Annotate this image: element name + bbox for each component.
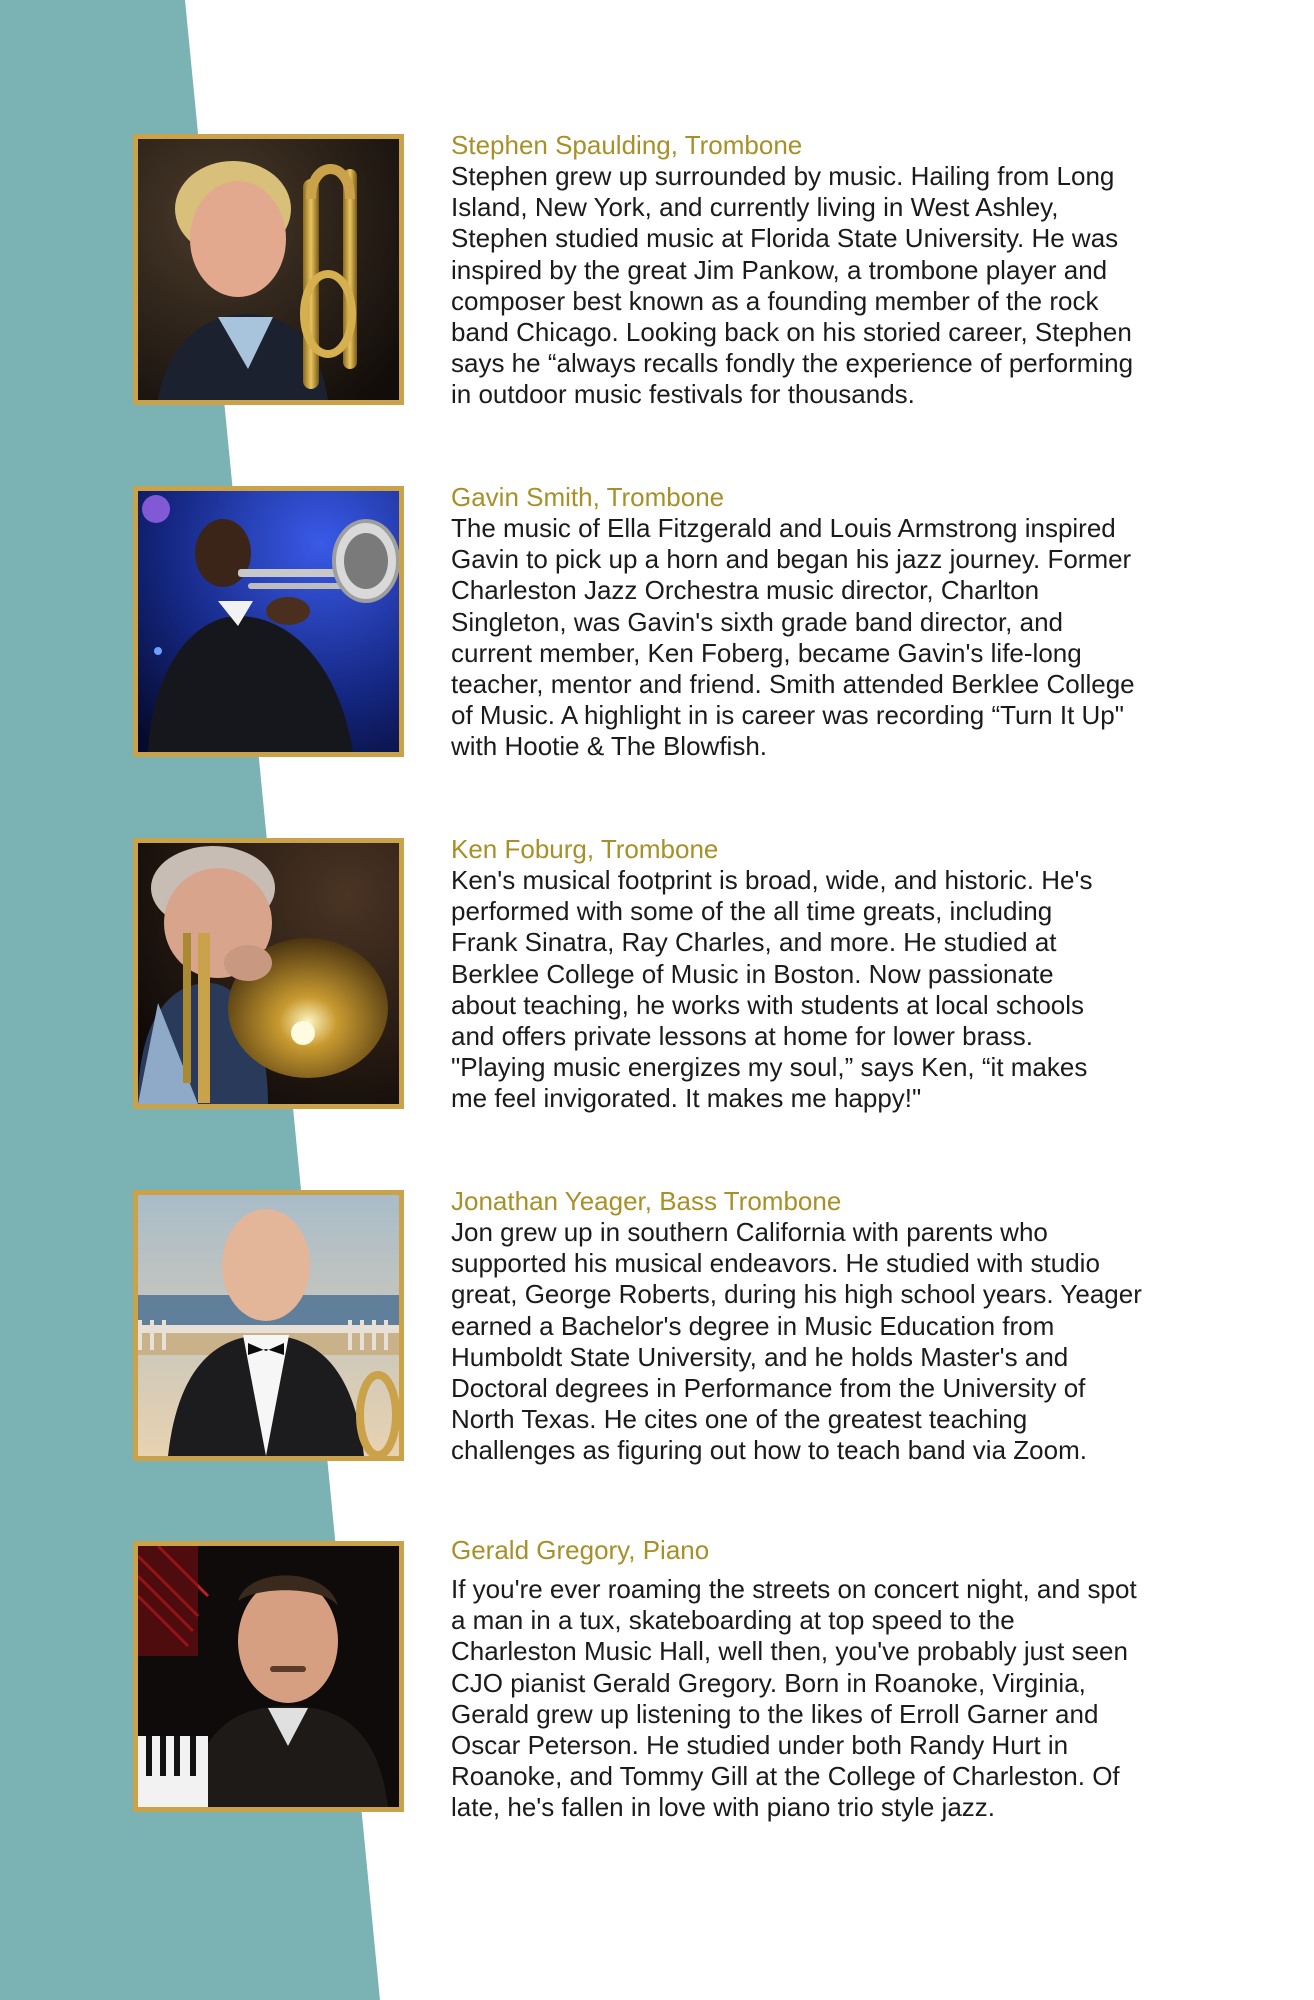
bio-line: Singleton, was Gavin's sixth grade band director, and: [451, 606, 1063, 637]
bio-line: a man in a tux, skateboarding at top speed to the: [451, 1605, 1015, 1636]
trombonist-portrait-photo: [133, 134, 404, 405]
bio-line: and offers private lessons at home for lower brass.: [451, 1021, 1033, 1052]
bio-line: current member, Ken Foberg, became Gavin's life-long: [451, 637, 1082, 668]
bio-paragraph: [451, 1217, 1221, 1467]
bio-line: teacher, mentor and friend. Smith attended Berklee College: [451, 669, 1135, 700]
bio-line: says he “always recalls fondly the experience of performing: [451, 348, 1134, 379]
bio-paragraph: [451, 161, 1221, 411]
musician-name: Gavin Smith, Trombone: [451, 482, 725, 512]
pianist-portrait-photo: [133, 1541, 404, 1812]
bio-text: [451, 130, 1221, 411]
musician-name: Gerald Gregory, Piano: [451, 1535, 710, 1565]
bio-paragraph: [451, 513, 1221, 763]
bio-line: late, he's fallen in love with piano trio style jazz.: [451, 1792, 996, 1823]
bio-line: North Texas. He cites one of the greatest teaching: [451, 1404, 1028, 1435]
bio-line: "Playing music energizes my soul,” says Ken, “it makes: [451, 1052, 1088, 1083]
bio-line: CJO pianist Gerald Gregory. Born in Roanoke, Virginia,: [451, 1667, 1086, 1698]
bio-line: Gavin to pick up a horn and began his jazz journey. Former: [451, 544, 1132, 575]
bio-line: Island, New York, and currently living in West Ashley,: [451, 192, 1059, 223]
bio-paragraph: [451, 1574, 1221, 1824]
bio-line: composer best known as a founding member of the rock: [451, 285, 1099, 316]
bio-line: Humboldt State University, and he holds Master's and: [451, 1341, 1069, 1372]
bio-paragraph: [451, 865, 1221, 1115]
trombonist-playing-photo: [133, 838, 404, 1109]
musician-name: Ken Foburg, Trombone: [451, 834, 719, 864]
bio-line: great, George Roberts, during his high school years. Yeager: [451, 1279, 1142, 1310]
bio-line: band Chicago. Looking back on his storied career, Stephen: [451, 317, 1132, 348]
bio-line: Stephen grew up surrounded by music. Hailing from Long: [451, 161, 1115, 191]
bio-line: If you're ever roaming the streets on concert night, and spot: [451, 1574, 1137, 1604]
bio-line: Berklee College of Music in Boston. Now passionate: [451, 958, 1054, 989]
bio-line: challenges as figuring out how to teach band via Zoom.: [451, 1435, 1087, 1466]
bio-line: Ken's musical footprint is broad, wide, and historic. He's: [451, 865, 1093, 895]
bio-line: Doctoral degrees in Performance from the University of: [451, 1373, 1086, 1404]
trombonist-on-stage-photo: [133, 486, 404, 757]
bio-line: Oscar Peterson. He studied under both Randy Hurt in: [451, 1730, 1069, 1761]
bio-line: Gerald grew up listening to the likes of Erroll Garner and: [451, 1698, 1099, 1729]
bio-line: Charleston Jazz Orchestra music director, Charlton: [451, 575, 1040, 606]
bio-text: [451, 482, 1221, 763]
bio-line: inspired by the great Jim Pankow, a trombone player and: [451, 254, 1108, 285]
musician-name: Stephen Spaulding, Trombone: [451, 130, 803, 160]
bio-line: supported his musical endeavors. He studied with studio: [451, 1248, 1100, 1279]
bio-line: with Hootie & The Blowfish.: [451, 731, 767, 762]
bio-line: me feel invigorated. It makes me happy!": [451, 1083, 922, 1114]
bio-line: about teaching, he works with students at local schools: [451, 989, 1085, 1020]
bio-line: performed with some of the all time greats, including: [451, 896, 1053, 927]
bio-line: The music of Ella Fitzgerald and Louis Armstrong inspired: [451, 513, 1116, 543]
musician-name: Jonathan Yeager, Bass Trombone: [451, 1186, 842, 1216]
bio-text: [451, 1186, 1221, 1467]
bio-text: [451, 834, 1221, 1115]
bio-text: [451, 1535, 1221, 1824]
bio-line: Charleston Music Hall, well then, you've probably just seen: [451, 1636, 1128, 1667]
bio-line: Frank Sinatra, Ray Charles, and more. He studied at: [451, 927, 1057, 958]
bio-line: earned a Bachelor's degree in Music Education from: [451, 1310, 1055, 1341]
bio-line: Stephen studied music at Florida State University. He was: [451, 223, 1119, 254]
bio-line: Roanoke, and Tommy Gill at the College of Charleston. Of: [451, 1761, 1120, 1792]
musician-waterfront-portrait-photo: [133, 1190, 404, 1461]
bio-line: of Music. A highlight in is career was recording “Turn It Up": [451, 700, 1124, 731]
bio-line: Jon grew up in southern California with parents who: [451, 1217, 1048, 1247]
bio-line: in outdoor music festivals for thousands.: [451, 379, 915, 410]
